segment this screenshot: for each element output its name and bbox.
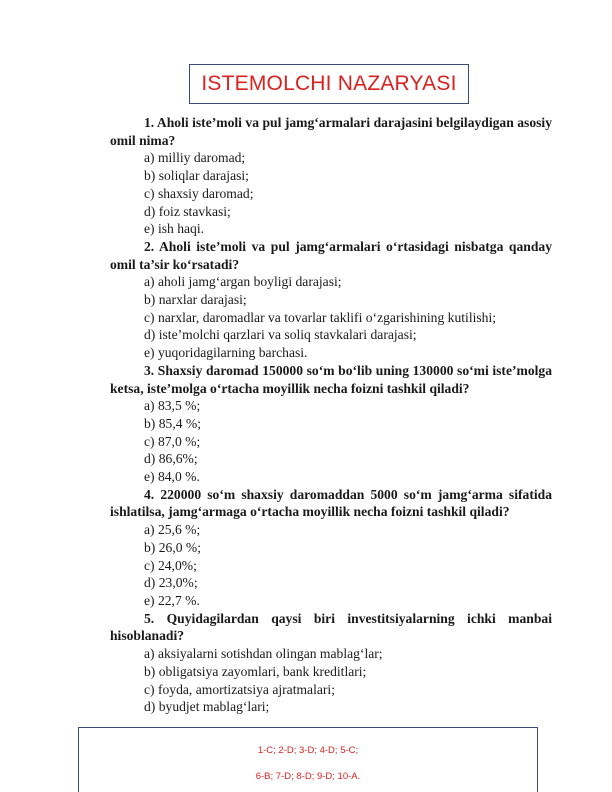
question-4: 4. 220000 so‘m shaxsiy daromaddan 5000 so‘m jamg‘arma sifatida ishlatilsa, jamg‘armaga o‘rtacha moyillik necha foizni tashkil qiladi? (110, 486, 552, 520)
question-1: 1. Aholi iste’moli va pul jamg‘armalari darajasini belgilaydigan asosiy omil nima? (110, 115, 552, 148)
option-2e: e) yuqoridagilarning barchasi. (144, 345, 308, 361)
option-5a: a) aksiyalarni sotishdan olingan mablag‘lar; (144, 646, 383, 662)
option-3a: a) 83,5 %; (144, 398, 201, 414)
option-1d: d) foiz stavkasi; (144, 203, 231, 219)
option-1a: a) milliy daromad; (144, 150, 246, 166)
question-3: 3. Shaxsiy daromad 150000 so‘m bo‘lib uning 130000 so‘mi iste’molga ketsa, iste’molga o‘rtacha moyillik necha foizni tashkil qiladi? (110, 362, 552, 396)
option-4e: e) 22,7 %. (144, 592, 200, 608)
option-2b: b) narxlar darajasi; (144, 292, 247, 308)
questions-section (110, 114, 552, 716)
title-box (189, 64, 469, 104)
question-2: 2. Aholi iste’moli va pul jamg‘armalari o‘rtasidagi nisbatga qanday omil ta’sir ko‘rsatadi? (110, 238, 552, 272)
option-4d: d) 23,0%; (144, 575, 198, 591)
option-4c: c) 24,0%; (144, 557, 197, 573)
option-5c: c) foyda, amortizatsiya ajratmalari; (144, 681, 335, 697)
answer-key-line-1: 1-C; 2-D; 3-D; 4-D; 5-C; (257, 745, 359, 756)
page-title: ISTEMOLCHI NAZARYASI (201, 72, 457, 95)
option-2c: c) narxlar, daromadlar va tovarlar taklifi o‘zgarishining kutilishi; (144, 309, 497, 325)
option-3c: c) 87,0 %; (144, 433, 201, 449)
option-4b: b) 26,0 %; (144, 539, 202, 555)
option-3d: d) 86,6%; (144, 451, 198, 467)
option-1b: b) soliqlar darajasi; (144, 168, 249, 184)
answer-key-line-2: 6-B; 7-D; 8-D; 9-D; 10-A. (255, 771, 361, 782)
option-1c: c) shaxsiy daromad; (144, 185, 254, 201)
option-2d: d) iste’molchi qarzlari va soliq stavkalari darajasi; (144, 327, 417, 343)
option-5b: b) obligatsiya zayomlari, bank kreditlari; (144, 663, 367, 679)
option-3e: e) 84,0 %. (144, 469, 200, 485)
option-1e: e) ish haqi. (144, 221, 205, 237)
option-5d: d) byudjet mablag‘lari; (144, 699, 270, 715)
option-4a: a) 25,6 %; (144, 522, 201, 538)
answer-key-box (78, 727, 538, 792)
option-2a: a) aholi jamg‘argan boyligi darajasi; (144, 274, 342, 290)
question-5: 5. Quyidagilardan qaysi biri investitsiyalarning ichki manbai hisoblanadi? (110, 610, 552, 644)
option-3b: b) 85,4 %; (144, 415, 202, 431)
